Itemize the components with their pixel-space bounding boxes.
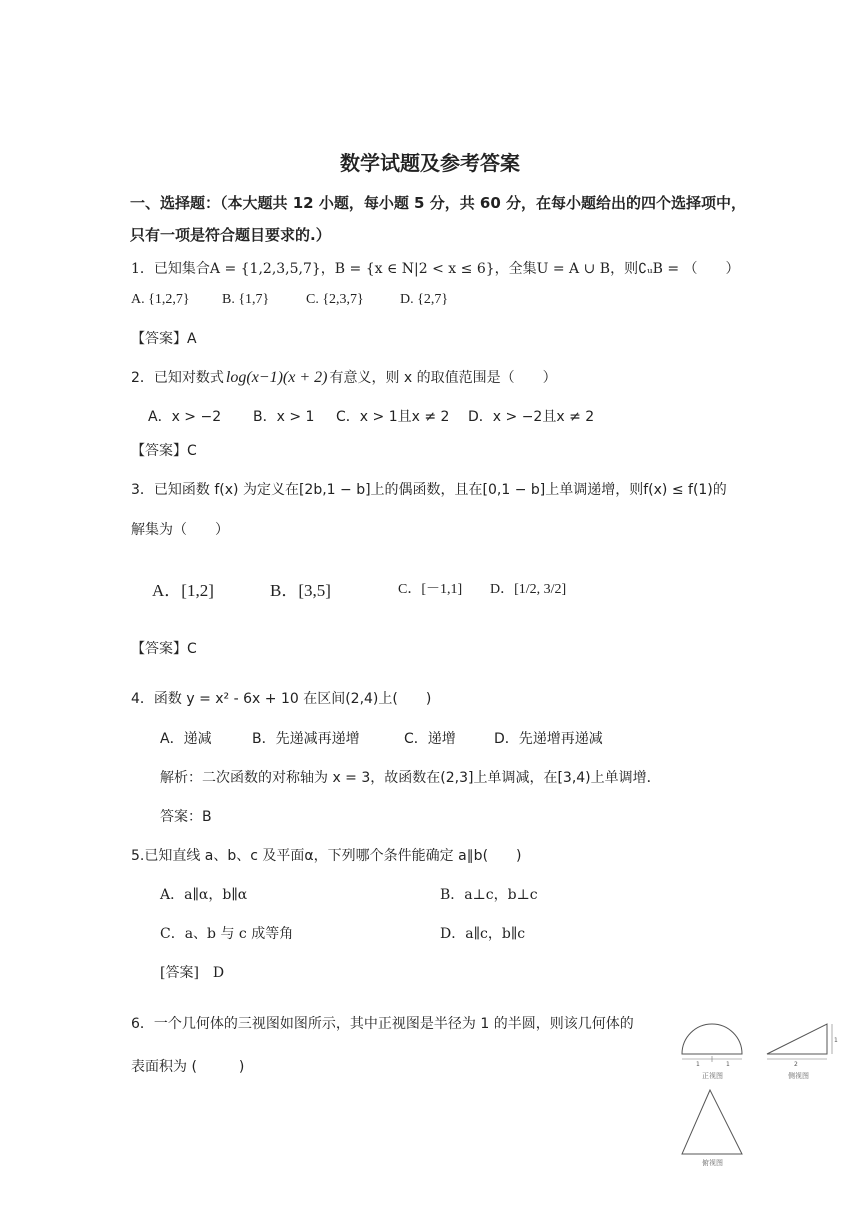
q3-option-b: B．[3,5] [270,581,331,600]
q4-option-c: C．递增 [404,731,456,747]
q5-stem: 5.已知直线 a、b、c 及平面α，下列哪个条件能确定 a∥b( ) [131,848,522,864]
q6-stem-line1: 6．一个几何体的三视图如图所示，其中正视图是半径为 1 的半圆，则该几何体的 [131,1016,634,1032]
q2-log-expression: log(x−1)(x + 2) [225,369,328,386]
q2-stem-post: 有意义，则 x 的取值范围是（ ） [329,370,557,386]
q4-option-d: D．先递增再递减 [494,731,603,747]
q1-stem: 1．已知集合A = {1,2,3,5,7}，B = {x ∈ N|2 < x ≤ 6}，全集U = A ∪ B，则∁ᵤB = （ ） [131,261,740,277]
side-view-label: 侧视图 [788,1072,809,1080]
side-view-triangle [767,1024,838,1080]
q5-option-d: D．a∥c，b∥c [440,926,526,942]
q5-option-c: C．a、b 与 c 成等角 [160,926,294,942]
q2-option-b: B．x > 1 [253,409,315,425]
front-view-semicircle [682,1024,742,1080]
dim-label-1a: 1 [696,1061,700,1068]
section-heading-line2: 只有一项是符合题目要求的.） [130,226,331,244]
q5-option-a: A．a∥α，b∥α [160,887,248,903]
dim-label-2: 2 [794,1061,798,1068]
q3-option-a: A．[1,2] [152,581,214,600]
top-view-label: 俯视图 [702,1159,723,1167]
q1-option-b: B. {1,7} [222,292,270,307]
q3-answer: 【答案】C [131,641,197,657]
q3-stem-line2: 解集为（ ） [131,522,229,538]
top-view-triangle [682,1090,742,1167]
q2-stem [131,367,557,387]
q2-option-c: C．x > 1且x ≠ 2 [336,409,450,425]
q5-answer: [答案] D [160,965,225,981]
q2-option-d: D．x > −2且x ≠ 2 [468,409,595,425]
section-heading-line1: 一、选择题：（本大题共 12 小题，每小题 5 分，共 60 分，在每小题给出的四个选择项中， [130,194,747,212]
q1-option-d: D. {2,7} [400,292,449,307]
q1-answer: 【答案】A [131,331,197,347]
q6-stem-line2: 表面积为 ( ) [131,1059,245,1075]
dim-label-1b: 1 [726,1061,730,1068]
front-view-label: 正视图 [702,1072,723,1080]
q2-option-a: A．x > −2 [148,409,222,425]
q1-option-c: C. {2,3,7} [306,292,364,307]
q2-stem-pre: 2．已知对数式 [131,370,224,386]
q4-stem: 4．函数 y = x² - 6x + 10 在区间(2,4)上( ) [131,691,432,707]
q4-option-a: A．递减 [160,731,212,747]
q4-answer: 答案：B [160,809,212,825]
page-title: 数学试题及参考答案 [340,151,520,175]
q4-option-b: B．先递减再递增 [252,731,360,747]
q3-stem-line1: 3．已知函数 f(x) 为定义在[2b,1 − b]上的偶函数，且在[0,1 − b]上单调递增，则f(x) ≤ f(1)的 [131,482,727,498]
q1-option-a: A. {1,2,7} [131,292,190,307]
q3-option-d: D．[1/2, 3/2] [490,582,567,597]
dim-label-h: 1 [834,1037,838,1044]
q4-analysis: 解析：二次函数的对称轴为 x = 3，故函数在(2,3]上单调减，在[3,4)上单调增． [160,770,661,786]
q2-answer: 【答案】C [131,443,197,459]
q5-option-b: B．a⊥c，b⊥c [440,887,538,903]
q3-option-c: C．[－1,1] [398,582,463,597]
three-view-figure [670,1018,850,1168]
